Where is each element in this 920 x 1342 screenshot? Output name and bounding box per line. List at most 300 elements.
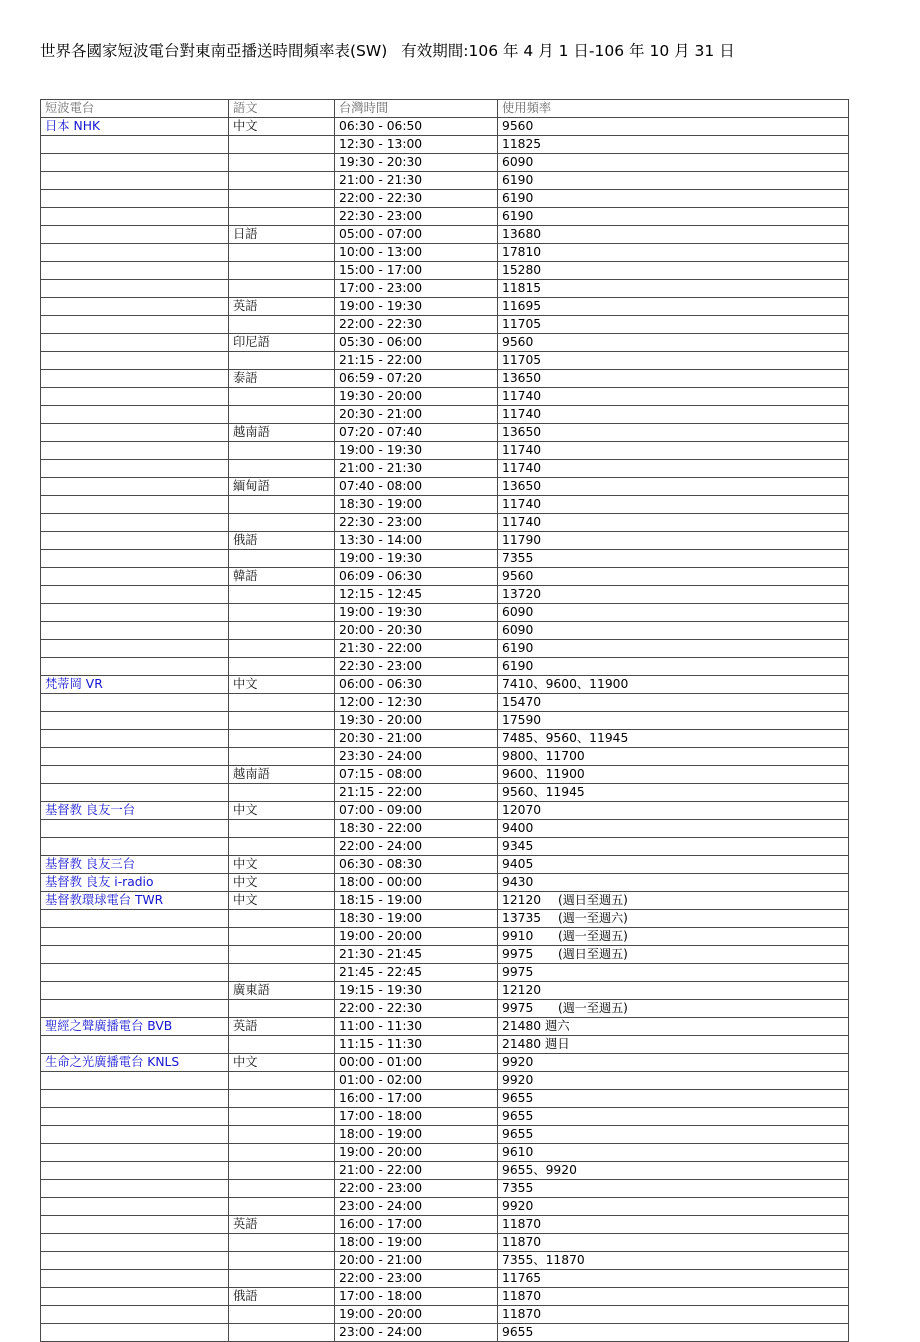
table-row [41,1216,849,1234]
table-header-row [41,100,849,118]
cell-frequency: 7355、11870 [498,1252,849,1270]
cell-language: 中文 [229,118,335,136]
cell-time: 21:00 - 22:00 [335,1162,498,1180]
table-row [41,586,849,604]
cell-station [41,1126,229,1144]
cell-station: 梵蒂岡 VR [41,676,229,694]
cell-station [41,766,229,784]
column-header-time: 台灣時間 [335,100,498,118]
cell-frequency: 9655 [498,1090,849,1108]
cell-language [229,1324,335,1342]
cell-time: 06:59 - 07:20 [335,370,498,388]
cell-frequency: 6190 [498,208,849,226]
table-row [41,244,849,262]
table-row [41,460,849,478]
cell-station [41,208,229,226]
cell-time: 23:00 - 24:00 [335,1198,498,1216]
title-validity: 有效期間:106 年 4 月 1 日-106 年 10 月 31 日 [401,42,735,60]
cell-station [41,406,229,424]
cell-station [41,1162,229,1180]
cell-language [229,964,335,982]
cell-frequency: 11705 [498,316,849,334]
cell-time: 19:30 - 20:30 [335,154,498,172]
table-row [41,172,849,190]
cell-language [229,1126,335,1144]
cell-frequency: 6090 [498,622,849,640]
table-row [41,712,849,730]
table-row [41,280,849,298]
cell-station [41,964,229,982]
cell-time: 19:00 - 19:30 [335,442,498,460]
cell-station [41,136,229,154]
cell-language [229,1144,335,1162]
cell-language [229,280,335,298]
cell-station [41,928,229,946]
cell-time: 19:00 - 20:00 [335,1306,498,1324]
cell-frequency: 9800、11700 [498,748,849,766]
table-row [41,748,849,766]
cell-station [41,424,229,442]
table-row [41,1090,849,1108]
table-row [41,1234,849,1252]
table-row [41,262,849,280]
cell-frequency [498,892,849,910]
cell-station [41,946,229,964]
cell-frequency: 11740 [498,514,849,532]
cell-time: 19:15 - 19:30 [335,982,498,1000]
cell-frequency: 13650 [498,478,849,496]
cell-frequency: 11740 [498,460,849,478]
cell-language [229,1036,335,1054]
cell-frequency: 9655 [498,1126,849,1144]
cell-time: 20:00 - 21:00 [335,1252,498,1270]
table-row [41,784,849,802]
cell-language [229,694,335,712]
table-row [41,514,849,532]
cell-frequency: 9560 [498,568,849,586]
cell-frequency: 21480 週日 [498,1036,849,1054]
cell-station [41,1216,229,1234]
cell-language [229,946,335,964]
table-row [41,334,849,352]
cell-station [41,1072,229,1090]
cell-time: 12:00 - 12:30 [335,694,498,712]
cell-station [41,1108,229,1126]
table-row [41,856,849,874]
cell-station [41,262,229,280]
cell-station [41,334,229,352]
cell-frequency: 6190 [498,658,849,676]
cell-language: 泰語 [229,370,335,388]
cell-time: 05:30 - 06:00 [335,334,498,352]
cell-station: 基督教 良友三台 [41,856,229,874]
cell-station: 基督教 良友 i-radio [41,874,229,892]
cell-frequency: 17590 [498,712,849,730]
cell-time: 22:00 - 24:00 [335,838,498,856]
cell-frequency: 9405 [498,856,849,874]
cell-time: 06:30 - 06:50 [335,118,498,136]
cell-frequency [498,928,849,946]
cell-frequency: 11740 [498,388,849,406]
cell-station [41,1270,229,1288]
frequency-value: 9975 [502,1001,534,1015]
cell-frequency: 21480 週六 [498,1018,849,1036]
table-row [41,604,849,622]
table-row [41,568,849,586]
cell-language: 中文 [229,874,335,892]
cell-station [41,838,229,856]
cell-time: 21:00 - 21:30 [335,172,498,190]
frequency-value: 12120 [502,893,542,907]
cell-language: 中文 [229,1054,335,1072]
cell-language [229,154,335,172]
cell-time: 21:00 - 21:30 [335,460,498,478]
cell-station [41,532,229,550]
table-row [41,874,849,892]
cell-frequency [498,946,849,964]
cell-time: 06:09 - 06:30 [335,568,498,586]
cell-language [229,406,335,424]
cell-time: 17:00 - 18:00 [335,1288,498,1306]
cell-time: 20:30 - 21:00 [335,730,498,748]
cell-time: 19:00 - 19:30 [335,298,498,316]
page-title [40,40,735,62]
table-row [41,1108,849,1126]
cell-time: 06:30 - 08:30 [335,856,498,874]
cell-frequency: 11870 [498,1216,849,1234]
cell-frequency: 9400 [498,820,849,838]
cell-language: 緬甸語 [229,478,335,496]
cell-station [41,1000,229,1018]
cell-language [229,496,335,514]
cell-frequency: 11870 [498,1306,849,1324]
table-row [41,730,849,748]
cell-frequency: 11815 [498,280,849,298]
cell-station [41,388,229,406]
table-row [41,532,849,550]
cell-station: 聖經之聲廣播電台 BVB [41,1018,229,1036]
cell-time: 07:40 - 08:00 [335,478,498,496]
cell-station [41,298,229,316]
cell-station [41,694,229,712]
cell-frequency: 11870 [498,1234,849,1252]
table-row [41,1252,849,1270]
cell-station [41,1288,229,1306]
cell-language: 英語 [229,1216,335,1234]
table-header [41,100,849,118]
cell-language [229,1072,335,1090]
cell-time: 22:30 - 23:00 [335,208,498,226]
cell-time: 16:00 - 17:00 [335,1216,498,1234]
cell-station [41,190,229,208]
cell-language [229,514,335,532]
cell-language: 印尼語 [229,334,335,352]
cell-frequency: 13720 [498,586,849,604]
cell-language [229,658,335,676]
cell-frequency: 9655 [498,1324,849,1342]
table-row [41,1306,849,1324]
cell-language [229,208,335,226]
cell-station [41,982,229,1000]
cell-frequency: 6090 [498,604,849,622]
cell-language [229,730,335,748]
cell-time: 22:00 - 22:30 [335,316,498,334]
cell-station [41,352,229,370]
cell-frequency: 13680 [498,226,849,244]
table-row [41,622,849,640]
frequency-value: 9910 [502,929,534,943]
cell-time: 12:30 - 13:00 [335,136,498,154]
table-row [41,1036,849,1054]
cell-frequency: 9560、11945 [498,784,849,802]
table-row [41,442,849,460]
cell-language [229,388,335,406]
cell-station [41,1090,229,1108]
cell-language [229,172,335,190]
cell-language [229,838,335,856]
cell-language: 英語 [229,1018,335,1036]
frequency-schedule-note: (週一至週六) [558,911,628,925]
cell-frequency: 11705 [498,352,849,370]
cell-language: 日語 [229,226,335,244]
cell-station [41,730,229,748]
cell-frequency: 7355 [498,1180,849,1198]
cell-station [41,244,229,262]
cell-time: 19:30 - 20:00 [335,712,498,730]
cell-station [41,514,229,532]
cell-station [41,568,229,586]
cell-frequency: 9975 [498,964,849,982]
cell-station [41,820,229,838]
cell-station: 日本 NHK [41,118,229,136]
cell-time: 22:30 - 23:00 [335,658,498,676]
frequency-schedule-note: (週日至週五) [558,947,628,961]
cell-frequency: 9920 [498,1072,849,1090]
table-row [41,1018,849,1036]
table-row [41,928,849,946]
cell-language [229,820,335,838]
cell-language [229,1306,335,1324]
cell-language [229,1108,335,1126]
table-row [41,964,849,982]
cell-language: 中文 [229,802,335,820]
cell-station [41,1324,229,1342]
cell-time: 06:00 - 06:30 [335,676,498,694]
cell-station: 基督教環球電台 TWR [41,892,229,910]
cell-language [229,1270,335,1288]
cell-language [229,1198,335,1216]
cell-frequency: 11740 [498,442,849,460]
cell-frequency: 13650 [498,370,849,388]
cell-time: 18:00 - 19:00 [335,1234,498,1252]
cell-language [229,1234,335,1252]
cell-frequency: 9920 [498,1198,849,1216]
table-row [41,118,849,136]
cell-frequency: 17810 [498,244,849,262]
cell-frequency [498,1000,849,1018]
cell-time: 01:00 - 02:00 [335,1072,498,1090]
table-row [41,1288,849,1306]
cell-time: 18:15 - 19:00 [335,892,498,910]
table-row [41,1126,849,1144]
table-row [41,1198,849,1216]
cell-language [229,352,335,370]
cell-station [41,712,229,730]
cell-time: 07:20 - 07:40 [335,424,498,442]
cell-frequency [498,910,849,928]
table-row [41,694,849,712]
cell-frequency: 9920 [498,1054,849,1072]
cell-time: 18:30 - 19:00 [335,910,498,928]
cell-language [229,190,335,208]
cell-frequency: 15280 [498,262,849,280]
cell-frequency: 6190 [498,172,849,190]
table-row [41,838,849,856]
table-row [41,1054,849,1072]
cell-frequency: 11740 [498,406,849,424]
cell-time: 19:00 - 19:30 [335,550,498,568]
cell-frequency: 9560 [498,334,849,352]
cell-language [229,586,335,604]
cell-time: 22:00 - 23:00 [335,1180,498,1198]
table-row [41,1270,849,1288]
frequency-schedule-note: (週一至週五) [558,1001,628,1015]
cell-time: 23:00 - 24:00 [335,1324,498,1342]
cell-language: 廣東語 [229,982,335,1000]
cell-frequency: 11825 [498,136,849,154]
cell-time: 10:00 - 13:00 [335,244,498,262]
cell-frequency: 9655 [498,1108,849,1126]
cell-station [41,460,229,478]
cell-language [229,1000,335,1018]
table-row [41,946,849,964]
table-row [41,910,849,928]
cell-language: 中文 [229,676,335,694]
cell-station [41,784,229,802]
cell-frequency: 9655、9920 [498,1162,849,1180]
table-row [41,820,849,838]
table-row [41,298,849,316]
cell-language [229,550,335,568]
column-header-station: 短波電台 [41,100,229,118]
cell-station [41,1144,229,1162]
cell-frequency: 11695 [498,298,849,316]
table-row [41,640,849,658]
cell-time: 07:00 - 09:00 [335,802,498,820]
cell-language [229,640,335,658]
cell-time: 00:00 - 01:00 [335,1054,498,1072]
cell-time: 18:00 - 00:00 [335,874,498,892]
title-main: 世界各國家短波電台對東南亞播送時間頻率表(SW) [40,42,388,60]
cell-time: 17:00 - 23:00 [335,280,498,298]
cell-time: 23:30 - 24:00 [335,748,498,766]
table-row [41,154,849,172]
cell-time: 13:30 - 14:00 [335,532,498,550]
cell-time: 22:30 - 23:00 [335,514,498,532]
cell-language: 俄語 [229,532,335,550]
cell-station [41,316,229,334]
cell-time: 21:45 - 22:45 [335,964,498,982]
cell-frequency: 12120 [498,982,849,1000]
cell-language: 俄語 [229,1288,335,1306]
frequency-schedule-note: (週一至週五) [558,929,628,943]
cell-time: 16:00 - 17:00 [335,1090,498,1108]
table-row [41,1072,849,1090]
table-row [41,352,849,370]
cell-frequency: 9430 [498,874,849,892]
cell-frequency: 11870 [498,1288,849,1306]
column-header-language: 語文 [229,100,335,118]
table-row [41,370,849,388]
cell-station [41,442,229,460]
cell-frequency: 6090 [498,154,849,172]
cell-time: 19:30 - 20:00 [335,388,498,406]
table-row [41,1144,849,1162]
cell-time: 22:00 - 23:00 [335,1270,498,1288]
table-row [41,802,849,820]
table-row [41,136,849,154]
cell-language: 英語 [229,298,335,316]
cell-station [41,154,229,172]
cell-frequency: 13650 [498,424,849,442]
cell-language [229,604,335,622]
table-row [41,1162,849,1180]
cell-station [41,370,229,388]
cell-time: 17:00 - 18:00 [335,1108,498,1126]
cell-frequency: 9560 [498,118,849,136]
table-row [41,1000,849,1018]
cell-frequency: 6190 [498,640,849,658]
cell-time: 05:00 - 07:00 [335,226,498,244]
cell-frequency: 7485、9560、11945 [498,730,849,748]
cell-language [229,316,335,334]
table-row [41,226,849,244]
cell-time: 19:00 - 19:30 [335,604,498,622]
cell-language [229,1162,335,1180]
cell-time: 11:15 - 11:30 [335,1036,498,1054]
table-row [41,316,849,334]
cell-frequency: 15470 [498,694,849,712]
table-row [41,1180,849,1198]
cell-station [41,280,229,298]
table-row [41,658,849,676]
cell-language [229,244,335,262]
cell-station [41,604,229,622]
cell-language: 中文 [229,892,335,910]
cell-station [41,658,229,676]
table-row [41,892,849,910]
cell-time: 20:00 - 20:30 [335,622,498,640]
cell-frequency: 11740 [498,496,849,514]
broadcast-schedule-table [40,99,849,1342]
schedule-table-container [40,99,848,1342]
cell-frequency: 11765 [498,1270,849,1288]
table-row [41,982,849,1000]
cell-station: 生命之光廣播電台 KNLS [41,1054,229,1072]
cell-time: 21:30 - 22:00 [335,640,498,658]
frequency-value: 9975 [502,947,534,961]
table-row [41,766,849,784]
column-header-frequency: 使用頻率 [498,100,849,118]
cell-frequency: 7410、9600、11900 [498,676,849,694]
cell-language [229,784,335,802]
cell-station [41,1036,229,1054]
cell-station [41,226,229,244]
cell-station [41,550,229,568]
cell-language: 中文 [229,856,335,874]
cell-frequency: 7355 [498,550,849,568]
cell-frequency: 11790 [498,532,849,550]
